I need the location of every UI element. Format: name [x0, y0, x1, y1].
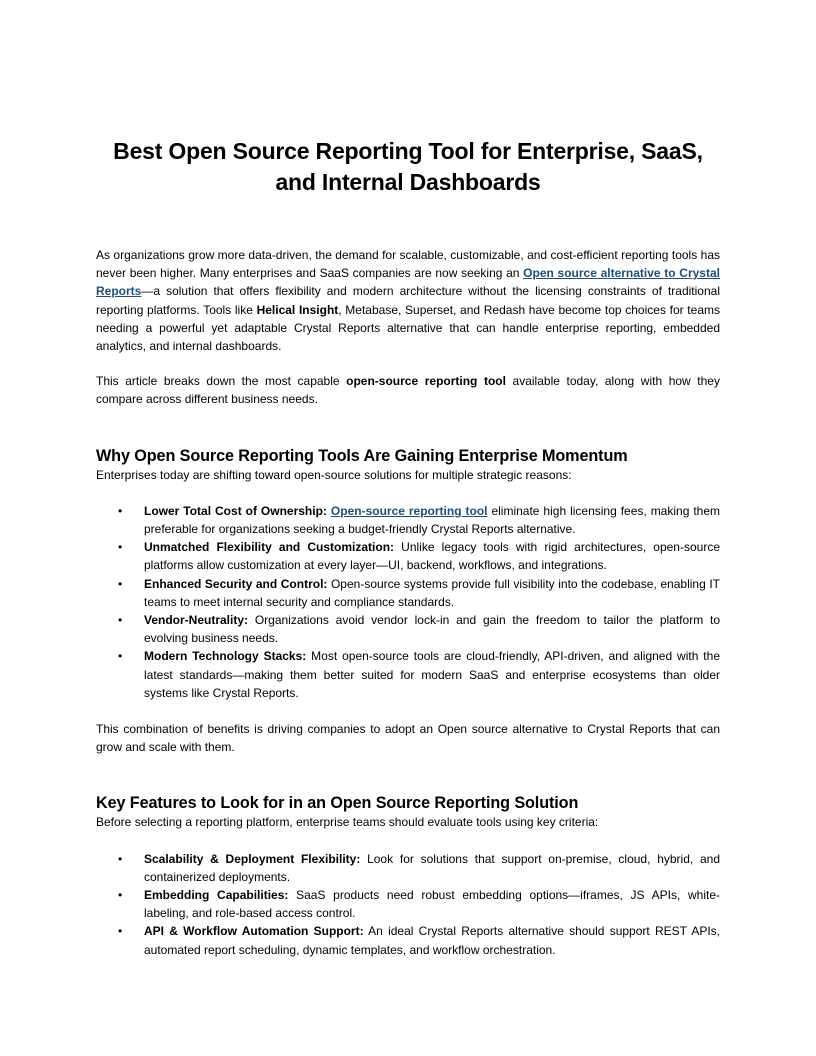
- list-item: [96, 502, 720, 538]
- bullet-icon: •: [118, 540, 123, 555]
- key-features-list: [96, 850, 720, 959]
- intro-text-start: As organizations grow more data-driven, the demand for scalable, customizable, and cost-efficient reporting tools has never been higher. Many enterprises and SaaS companies are now seeking an: [96, 248, 720, 281]
- overview-bold: open-source reporting tool: [346, 374, 506, 389]
- list-item-label: Modern Technology Stacks:: [144, 649, 307, 664]
- list-item-label: Vendor-Neutrality:: [144, 613, 249, 628]
- list-item-text: SaaS products need robust embedding options—iframes, JS APIs, white-labeling, and role-based access control.: [144, 888, 721, 921]
- document-page: [96, 0, 720, 959]
- list-item-text: Look for solutions that support on-premise, cloud, hybrid, and containerized deployments.: [144, 851, 720, 884]
- list-item: [96, 922, 720, 958]
- bullet-icon: •: [118, 613, 123, 628]
- overview-text-end: available today, along with how they compare across different business needs.: [96, 374, 720, 407]
- section-subtitle-key-features: Before selecting a reporting platform, enterprise teams should evaluate tools using key criteria:: [96, 815, 599, 830]
- momentum-closing-paragraph: This combination of benefits is driving companies to adopt an Open source alternative to Crystal Reports that can grow and scale with them.: [96, 722, 720, 755]
- list-item: [96, 886, 720, 922]
- list-item: [96, 575, 720, 611]
- list-item-label: Scalability & Deployment Flexibility:: [144, 851, 361, 866]
- page-title: Best Open Source Reporting Tool for Enterprise, SaaS, and Internal Dashboards: [113, 138, 703, 195]
- bullet-icon: •: [118, 888, 123, 903]
- list-item-text: Open-source systems provide full visibility into the codebase, enabling IT teams to meet internal security and compliance standards.: [144, 576, 720, 609]
- article-overview-paragraph: [96, 372, 720, 408]
- bullet-icon: •: [118, 851, 123, 866]
- list-item: [96, 538, 720, 574]
- list-item: [96, 850, 720, 886]
- section-subtitle-momentum: Enterprises today are shifting toward open-source solutions for multiple strategic reasons:: [96, 467, 572, 482]
- crystal-reports-alternative-link[interactable]: Open source alternative to Crystal Reports: [96, 266, 720, 299]
- momentum-reasons-list: [96, 502, 720, 702]
- bullet-icon: •: [118, 924, 123, 939]
- bullet-icon: •: [118, 503, 123, 518]
- list-item-text: An ideal Crystal Reports alternative should support REST APIs, automated report scheduling, dynamic templates, and workflow orchestration.: [144, 924, 720, 957]
- list-item: [96, 647, 720, 702]
- list-item-label: Unmatched Flexibility and Customization:: [144, 540, 395, 555]
- list-item-text: Most open-source tools are cloud-friendly, API-driven, and aligned with the latest standards—making them better suited for modern SaaS and enterprise ecosystems than older systems like Crystal Reports.: [144, 649, 720, 700]
- list-item: [96, 611, 720, 647]
- list-item-text: eliminate high licensing fees, making them preferable for organizations seeking a budget-friendly Crystal Reports alternative.: [144, 503, 721, 537]
- overview-text-start: This article breaks down the most capable: [96, 374, 347, 389]
- intro-paragraph: [96, 246, 720, 355]
- section-heading-key-features: Key Features to Look for in an Open Source Reporting Solution: [96, 794, 579, 813]
- helical-insight-bold: Helical Insight: [256, 302, 339, 317]
- open-source-reporting-tool-link[interactable]: Open-source reporting tool: [330, 503, 488, 518]
- intro-text-middle: —a solution that offers flexibility and modern architecture without the licensing constraints of traditional reporting platforms. Tools like: [96, 284, 720, 317]
- bullet-icon: •: [118, 576, 123, 591]
- intro-text-end: , Metabase, Superset, and Redash have become top choices for teams needing a powerful yet adaptable Crystal Reports alternative that can handle enterprise reporting, embedded analytics, and internal dashboards.: [96, 302, 720, 354]
- list-item-label: API & Workflow Automation Support:: [144, 924, 364, 939]
- list-item-label: Enhanced Security and Control:: [144, 576, 328, 591]
- bullet-icon: •: [118, 649, 123, 664]
- list-item-text: Unlike legacy tools with rigid architectures, open-source platforms allow customization at every layer—UI, backend, workflows, and integrations.: [144, 540, 720, 573]
- list-item-label: Lower Total Cost of Ownership:: [144, 503, 327, 518]
- section-heading-momentum: Why Open Source Reporting Tools Are Gaining Enterprise Momentum: [96, 446, 628, 465]
- list-item-label: Embedding Capabilities:: [144, 888, 289, 903]
- list-item-text: Organizations avoid vendor lock-in and gain the freedom to tailor the platform to evolving business needs.: [144, 613, 720, 646]
